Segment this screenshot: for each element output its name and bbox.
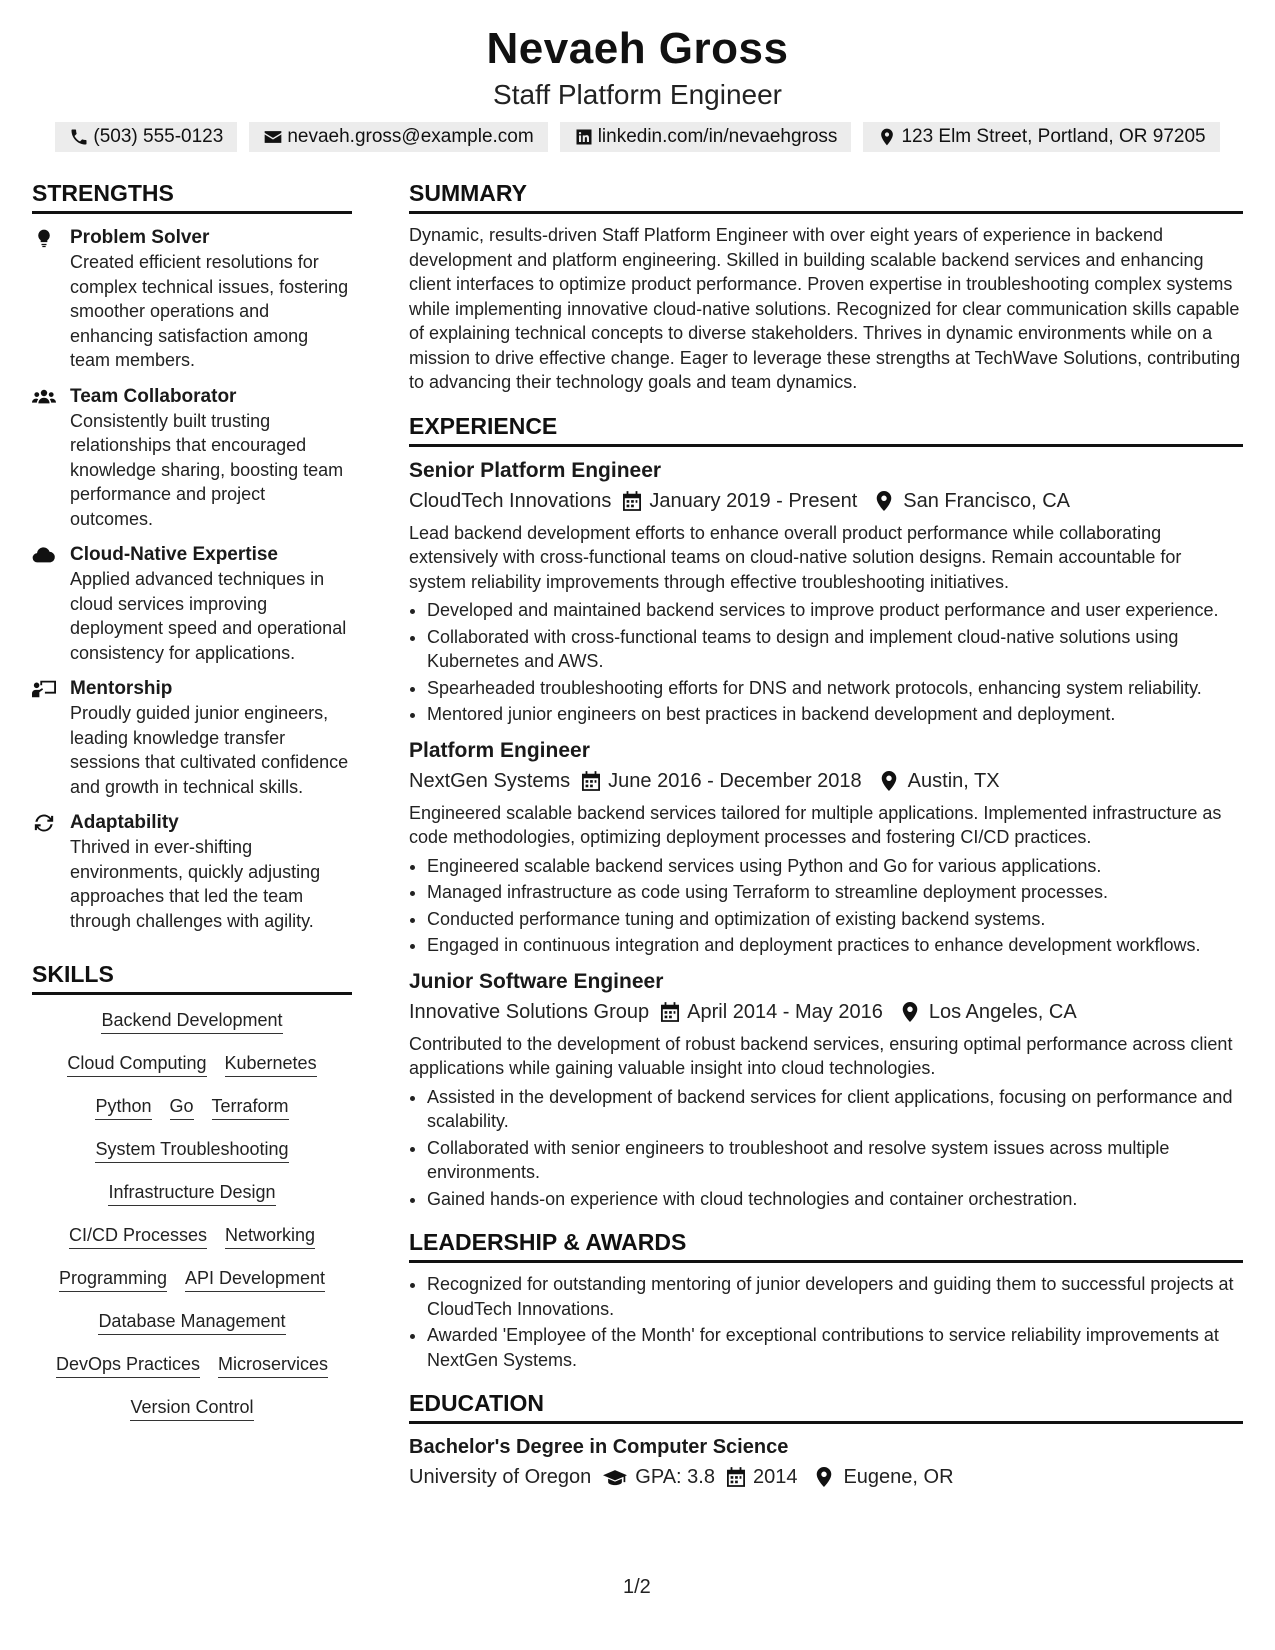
job-bullet: • Conducted performance tuning and optimization of existing backend systems.	[427, 907, 1243, 932]
email-text: nevaeh.gross@example.com	[287, 126, 534, 147]
contact-linkedin[interactable]	[560, 122, 852, 152]
job-bullet: • Spearheaded troubleshooting efforts for DNS and network protocols, enhancing system reliability.	[427, 676, 1243, 701]
school-name: University of Oregon	[409, 1466, 592, 1488]
leadership-bullet: • Recognized for outstanding mentoring of junior developers and guiding them to successful projects at CloudTech Innovations.	[427, 1272, 1243, 1321]
users-icon	[32, 387, 56, 407]
job-bullet: • Gained hands-on experience with cloud technologies and container orchestration.	[427, 1187, 1243, 1212]
calendar-icon	[661, 1002, 679, 1022]
strength-desc: Thrived in ever-shifting environments, quickly adjusting approaches that led the team through challenges with agility.	[70, 837, 321, 931]
strength-title: Cloud-Native Expertise	[70, 544, 278, 565]
strength-desc: Created efficient resolutions for complex technical issues, fostering smoother operations and enhancing satisfaction among team members.	[70, 252, 349, 370]
skill-tag: Backend Development	[101, 1009, 282, 1034]
map-pin-icon	[880, 771, 898, 791]
job-location: Los Angeles, CA	[928, 1000, 1077, 1023]
job-dates: April 2014 - May 2016	[687, 1000, 883, 1023]
skill-tag: Cloud Computing	[67, 1052, 206, 1077]
strength-title: Mentorship	[70, 678, 173, 699]
strength-item	[32, 543, 352, 665]
job-bullet: • Developed and maintained backend services to improve product performance and user experience.	[427, 598, 1243, 623]
phone-icon	[69, 127, 89, 147]
school-location: Eugene, OR	[843, 1466, 954, 1488]
job-description: Engineered scalable backend services tailored for multiple applications. Implemented infrastructure as code methodologies, optimizing deployment processes and fostering CI/CD practices.	[409, 802, 1222, 847]
strength-title: Adaptability	[70, 812, 179, 833]
resume-header	[0, 22, 1275, 152]
education-heading: EDUCATION	[409, 1388, 1243, 1424]
calendar-icon	[623, 491, 641, 511]
skill-row	[32, 1224, 352, 1249]
strength-item	[32, 677, 352, 799]
contact-email[interactable]	[249, 122, 547, 152]
candidate-title: Staff Platform Engineer	[493, 79, 782, 110]
skill-tag: API Development	[185, 1267, 325, 1292]
job-bullet: • Collaborated with cross-functional teams to design and implement cloud-native solutions using Kubernetes and AWS.	[427, 625, 1243, 674]
chalkboard-teacher-icon	[32, 679, 56, 699]
skill-tag: System Troubleshooting	[95, 1138, 288, 1163]
cloud-icon	[32, 545, 56, 565]
job-company: CloudTech Innovations	[409, 489, 612, 512]
leadership-bullets	[409, 1272, 1243, 1372]
skills-heading: SKILLS	[32, 959, 352, 995]
job-bullet: • Engaged in continuous integration and deployment practices to enhance development workflows.	[427, 933, 1243, 958]
strength-item	[32, 385, 352, 532]
map-pin-icon	[877, 127, 897, 147]
job-company: Innovative Solutions Group	[409, 1000, 650, 1023]
skill-tag: Infrastructure Design	[108, 1181, 275, 1206]
skills-list	[32, 1009, 352, 1421]
job-entry	[409, 457, 1243, 727]
strength-desc: Consistently built trusting relationships that encouraged knowledge sharing, boosting team performance and project outcomes.	[70, 410, 344, 529]
skill-row	[32, 1181, 352, 1206]
job-bullet: • Engineered scalable backend services using Python and Go for various applications.	[427, 854, 1243, 879]
skill-tag: Terraform	[212, 1095, 289, 1120]
contact-phone[interactable]	[55, 122, 237, 152]
job-dates: June 2016 - December 2018	[608, 769, 862, 792]
envelope-icon	[263, 127, 283, 147]
skill-tag: Go	[170, 1095, 194, 1120]
strength-desc: Proudly guided junior engineers, leading knowledge transfer sessions that cultivated confidence and growth in technical skills.	[70, 703, 349, 797]
job-location: Austin, TX	[907, 769, 1000, 792]
skill-tag: CI/CD Processes	[69, 1224, 207, 1249]
skill-row	[32, 1353, 352, 1378]
skill-tag: Database Management	[98, 1310, 285, 1335]
skill-tag: Microservices	[218, 1353, 328, 1378]
skill-tag: Networking	[225, 1224, 315, 1249]
education-meta	[409, 1463, 1243, 1491]
skill-row	[32, 1396, 352, 1421]
skill-row	[32, 1009, 352, 1034]
lightbulb-icon	[32, 228, 56, 248]
job-dates: January 2019 - Present	[649, 489, 858, 512]
sync-icon	[32, 813, 56, 833]
strength-item	[32, 226, 352, 373]
left-column	[32, 178, 352, 1439]
strength-title: Problem Solver	[70, 227, 210, 248]
leadership-bullet: • Awarded 'Employee of the Month' for exceptional contributions to service reliability improvements at NextGen Systems.	[427, 1323, 1243, 1372]
calendar-icon	[727, 1467, 745, 1487]
skill-tag: Kubernetes	[225, 1052, 317, 1077]
linkedin-icon	[574, 127, 594, 147]
job-entry	[409, 737, 1243, 958]
contact-bar	[0, 122, 1275, 152]
job-meta	[409, 998, 1243, 1026]
right-column	[409, 178, 1243, 1491]
strength-item	[32, 811, 352, 933]
experience-heading: EXPERIENCE	[409, 411, 1243, 447]
job-bullet: • Assisted in the development of backend services for client applications, focusing on performance and scalability.	[427, 1085, 1243, 1134]
strength-title: Team Collaborator	[70, 385, 237, 407]
map-pin-icon	[815, 1467, 833, 1487]
skill-row	[32, 1052, 352, 1077]
job-bullets	[409, 854, 1243, 958]
job-bullets	[409, 598, 1243, 727]
strength-desc: Applied advanced techniques in cloud services improving deployment speed and operational consistency for applications.	[70, 569, 347, 663]
skill-row	[32, 1310, 352, 1335]
phone-text: (503) 555-0123	[93, 126, 224, 147]
skill-row	[32, 1138, 352, 1163]
calendar-icon	[582, 771, 600, 791]
skill-tag: Python	[95, 1095, 151, 1120]
job-location: San Francisco, CA	[903, 489, 1070, 512]
address-text: 123 Elm Street, Portland, OR 97205	[901, 126, 1206, 147]
job-meta	[409, 487, 1243, 515]
job-entry	[409, 968, 1243, 1212]
linkedin-text: linkedin.com/in/nevaehgross	[597, 126, 838, 147]
skill-tag: Version Control	[130, 1396, 253, 1421]
job-bullet: • Collaborated with senior engineers to troubleshoot and resolve system issues across multiple environments.	[427, 1136, 1243, 1185]
skill-row	[32, 1095, 352, 1120]
skill-row	[32, 1267, 352, 1292]
page-number: 1/2	[623, 1576, 651, 1598]
job-bullet: • Managed infrastructure as code using Terraform to streamline deployment processes.	[427, 880, 1243, 905]
summary-text: Dynamic, results-driven Staff Platform Engineer with over eight years of experience in backend development and platform engineering. Skilled in building scalable backend services and enhancing client interfaces to optimize product performance. Proven expertise in troubleshooting complex systems while implementing innovative cloud-native solutions. Recognized for clear communication skills capable of explaining technical concepts to diverse stakeholders. Thrives in dynamic environments while on a mission to drive effective change. Eager to leverage these strengths at TechWave Solutions, contributing to advancing their technology goals and team dynamics.	[409, 225, 1241, 392]
job-title: Platform Engineer	[409, 738, 590, 762]
job-bullet: • Mentored junior engineers on best practices in backend development and deployment.	[427, 702, 1243, 727]
candidate-name: Nevaeh Gross	[486, 24, 789, 73]
graduation-year: 2014	[752, 1466, 798, 1488]
job-bullets	[409, 1085, 1243, 1212]
summary-heading: SUMMARY	[409, 178, 1243, 214]
gpa: GPA: 3.8	[635, 1466, 715, 1488]
degree-title: Bachelor's Degree in Computer Science	[409, 1436, 789, 1458]
strengths-heading: STRENGTHS	[32, 178, 352, 214]
job-description: Contributed to the development of robust backend services, ensuring optimal performance across client applications while gaining valuable insight into cloud technologies.	[409, 1033, 1233, 1078]
graduation-cap-icon	[603, 1467, 627, 1487]
job-company: NextGen Systems	[409, 769, 571, 792]
leadership-heading: LEADERSHIP & AWARDS	[409, 1227, 1243, 1263]
contact-address	[863, 122, 1219, 152]
job-title: Senior Platform Engineer	[409, 458, 662, 482]
map-pin-icon	[875, 491, 893, 511]
job-title: Junior Software Engineer	[409, 969, 664, 993]
skill-tag: Programming	[59, 1267, 167, 1292]
skill-tag: DevOps Practices	[56, 1353, 200, 1378]
map-pin-icon	[901, 1002, 919, 1022]
job-description: Lead backend development efforts to enhance overall product performance while collaborating extensively with cross-functional teams on cloud-native solution designs. Remain accountable for system reliability improvements through effective troubleshooting initiatives.	[409, 522, 1182, 592]
job-meta	[409, 767, 1243, 795]
